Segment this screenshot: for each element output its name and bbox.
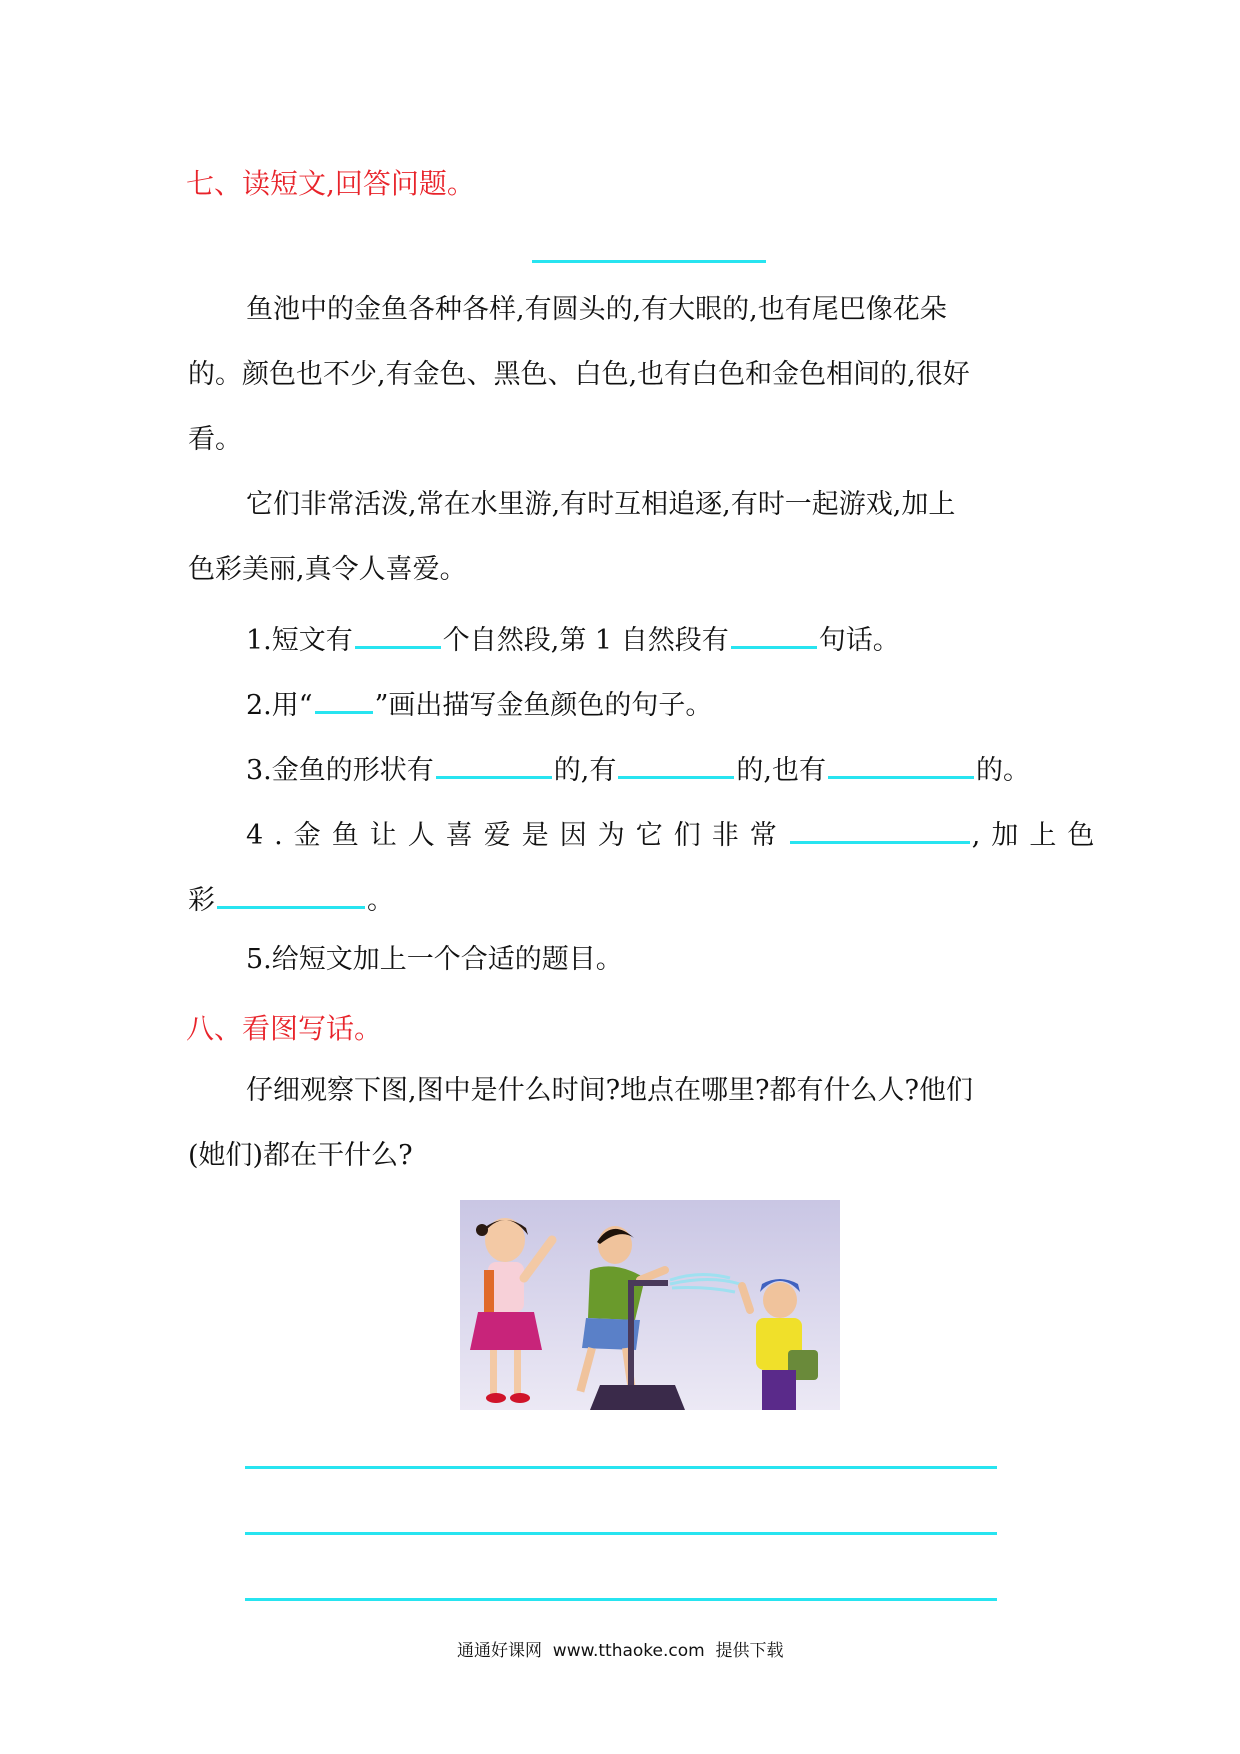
question-5: 5.给短文加上一个合适的题目。 (246, 944, 623, 975)
q1-blank-paragraphs[interactable] (355, 619, 441, 649)
q2-text-b: ”画出描写金鱼颜色的句子。 (374, 690, 713, 721)
footer-text: 通通好课网 www.tthaoke.com 提供下载 (457, 1641, 784, 1661)
writing-line-2[interactable] (245, 1532, 997, 1535)
q3-blank-3[interactable] (828, 749, 974, 779)
question-4 (246, 814, 1105, 852)
q3-text-a: 3.金鱼的形状有 (246, 755, 434, 786)
section-8-heading: 八、看图写话。 (186, 1012, 383, 1045)
section-7-heading: 七、读短文,回答问题。 (186, 167, 475, 200)
title-answer-line[interactable] (532, 260, 766, 263)
q1-text-a: 1.短文有 (246, 625, 353, 656)
q3-blank-2[interactable] (618, 749, 734, 779)
q2-blank-mark[interactable] (315, 684, 373, 714)
q1-text-c: 句话。 (818, 625, 900, 656)
q4-text-a: 4.金鱼让人喜爱是因为它们非常 (246, 820, 788, 851)
passage-p2-line2: 色彩美丽,真令人喜爱。 (188, 554, 467, 585)
q4-text-b: ,加上色 (971, 820, 1106, 851)
q3-blank-1[interactable] (436, 749, 552, 779)
q4-blank-1[interactable] (790, 814, 970, 844)
q2-text-a: 2.用“ (246, 690, 313, 721)
passage-p1-line3: 看。 (188, 424, 242, 455)
writing-line-1[interactable] (245, 1466, 997, 1469)
q3-text-b: 的,有 (553, 755, 617, 786)
question-4-continued (188, 879, 394, 917)
q4-text-c: 彩 (188, 885, 215, 916)
q4-blank-2[interactable] (217, 879, 365, 909)
writing-line-3[interactable] (245, 1598, 997, 1601)
question-2 (246, 684, 712, 722)
prompt-line-2: (她们)都在干什么? (188, 1140, 413, 1171)
q1-blank-sentences[interactable] (731, 619, 817, 649)
passage-p1-line2: 的。颜色也不少,有金色、黑色、白色,也有白色和金色相间的,很好 (188, 359, 970, 390)
q4-text-d: 。 (367, 885, 394, 916)
question-1 (246, 619, 900, 657)
children-illustration-image (460, 1200, 840, 1410)
passage-p2-line1: 它们非常活泼,常在水里游,有时互相追逐,有时一起游戏,加上 (246, 489, 956, 520)
prompt-line-1: 仔细观察下图,图中是什么时间?地点在哪里?都有什么人?他们 (246, 1075, 974, 1106)
question-3 (246, 749, 1030, 787)
q3-text-d: 的。 (975, 755, 1030, 786)
passage-p1-line1: 鱼池中的金鱼各种各样,有圆头的,有大眼的,也有尾巴像花朵 (246, 294, 947, 325)
illustration (460, 1200, 840, 1410)
q3-text-c: 的,也有 (736, 755, 826, 786)
q1-text-b: 个自然段,第 1 自然段有 (442, 625, 729, 656)
